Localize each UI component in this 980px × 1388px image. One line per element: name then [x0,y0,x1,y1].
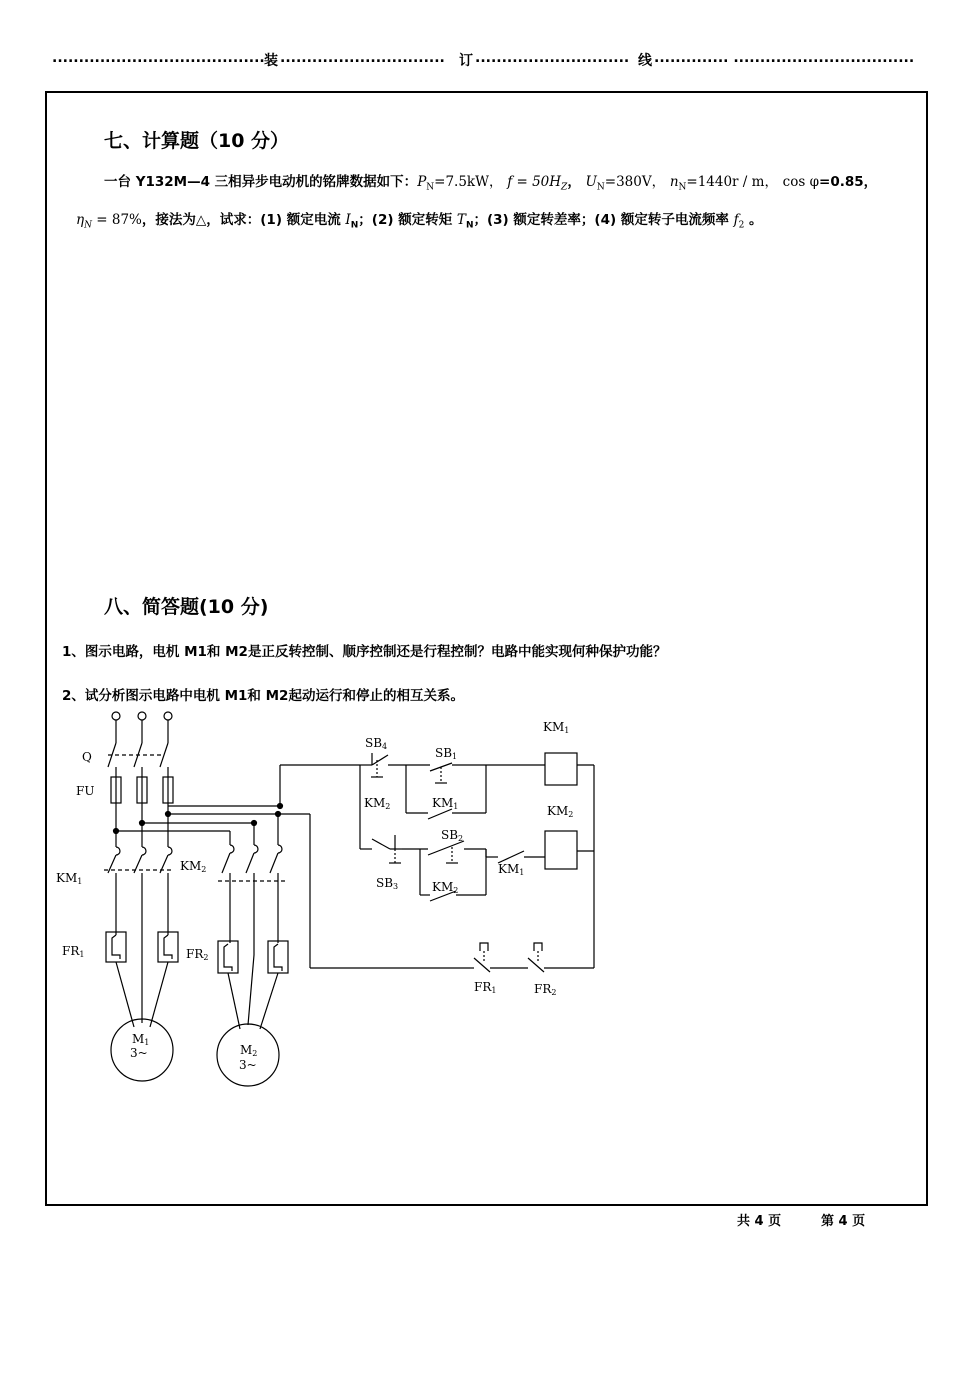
label-sb4: SB [365,736,383,750]
section-8-title: 八、简答题(10 分) [104,596,269,618]
svg-text:FR1 [62,944,84,959]
label-sub: 1 [453,802,459,811]
task-text-3: ；(3) 额定转差率；(4) 额定转子电流频率 [473,212,734,228]
pn-symbol: P [417,174,427,190]
label-fr1-main: FR [62,944,80,958]
binding-line [52,50,922,72]
label-q: Q [82,750,92,764]
eta-value: = 87% [91,212,142,228]
label-fr2-main: FR [186,947,204,961]
question-1: 1、图示电路，电机 M1和 M2是正反转控制、顺序控制还是行程控制？电路中能实现何种保护功能？ [62,644,667,660]
page-total: 共 4 页 [737,1214,782,1229]
svg-text:KM1 [432,796,458,811]
label-sub: 2 [203,953,209,962]
label-sub: 2 [453,886,459,895]
svg-text:SB2 [441,828,463,843]
un-sub: N [596,182,605,193]
task-text-1: ，接法为△，试求：(1) 额定电流 [141,212,346,228]
label-sub: 1 [564,726,570,735]
label-km1-hold: KM [432,796,454,810]
fr2-nc-contact [528,943,594,972]
km2-main-contacts [218,845,286,955]
label-sub: 2 [458,834,464,843]
tn-sub: N [465,220,474,231]
pn-value: =7.5kW， [434,174,503,190]
sb3-stop-button [389,835,402,863]
label-sub: 4 [382,742,388,751]
pn-sub: N [426,182,435,193]
svg-text:FR2 [534,982,556,997]
label-km2-interlock: KM [364,796,386,810]
svg-text:M2 [240,1043,257,1058]
cos-value: =0.85， [819,174,878,190]
label-sub: 1 [491,986,497,995]
label-sub: 2 [385,802,391,811]
svg-text:FR2 [186,947,208,962]
km1-coil [545,753,577,785]
label-fr2-ctrl: FR [534,982,552,996]
section-7-title: 七、计算题（10 分） [104,130,290,152]
q-switch [108,743,168,777]
km2-interlock-contact [360,839,390,849]
km1-main-contacts [104,847,172,950]
in-sub: N [350,220,359,231]
label-km1-coil: KM [543,720,565,734]
label-sub: 1 [77,877,83,886]
label-fu: FU [76,784,95,798]
binding-word-zhuang: 装 [264,53,278,69]
label-sub: 1 [144,1038,150,1047]
f-sub: Z [561,182,568,193]
label-sb1: SB [435,746,453,760]
label-km2-hold: KM [432,880,454,894]
intro-text: 一台 Y132M—4 三相异步电动机的铭牌数据如下： [104,174,418,190]
label-sub: 2 [551,988,557,997]
svg-text:SB1 [435,746,457,761]
label-sub: 1 [452,752,458,761]
svg-text:FR1 [474,980,496,995]
eta-symbol: η [76,212,85,228]
nn-value: =1440r / m， [686,174,778,190]
sb1-start-button [406,763,545,783]
circuit-diagram [50,705,610,1095]
section-7-line-1 [104,170,877,193]
binding-dots: ............................. [475,50,630,66]
binding-dots: ............................... [280,50,445,66]
label-m2-phase: 3~ [239,1058,257,1072]
label-sub: 2 [201,865,207,874]
terminal-l1 [112,712,120,720]
task-text-2: ；(2) 额定转矩 [358,212,457,228]
in-symbol: I [345,212,351,228]
binding-dots: .............. .................................. [654,50,915,66]
fuse-fu [111,777,173,803]
label-sub: 3 [393,882,399,891]
terminal-l3 [164,712,172,720]
fr1-nc-contact [470,943,528,972]
nn-sub: N [678,182,687,193]
label-sb3: SB [376,876,394,890]
binding-dots: ........................................ [52,50,265,66]
label-km1-seq: KM [498,862,520,876]
f-value: f = 50H [507,174,562,190]
sb2-start-button [428,841,486,863]
label-m1-phase: 3~ [130,1046,148,1060]
label-sb2: SB [441,828,459,842]
terminal-l2 [138,712,146,720]
tn-symbol: T [456,212,466,228]
label-sub: 1 [519,868,525,877]
binding-word-xian: 线 [638,53,652,69]
label-m1: M [132,1032,145,1046]
svg-text:KM1 [498,862,524,877]
section-7-line-2 [76,208,763,231]
label-km2-coil: KM [547,804,569,818]
svg-text:SB4 [365,736,387,751]
eta-sub: N [84,220,92,231]
svg-text:SB3 [376,876,398,891]
svg-text:KM1 [56,871,82,886]
label-sub: 2 [568,810,574,819]
label-m2: M [240,1043,253,1057]
svg-text:KM2 [432,880,458,895]
sb4-stop-button [360,753,406,777]
label-km2-main: KM [180,859,202,873]
separator: ， [567,174,581,190]
label-sub: 2 [252,1049,258,1058]
task-text-4: 。 [744,212,763,228]
svg-text:M1 [132,1032,149,1047]
f2-sub: 2 [738,220,745,231]
label-km1-main: KM [56,871,78,885]
cos-phi: cos φ [782,174,820,190]
svg-text:KM1 [543,720,569,735]
page-current: 第 4 页 [821,1214,866,1229]
svg-text:KM2 [547,804,573,819]
question-2: 2、试分析图示电路中电机 M1和 M2起动运行和停止的相互关系。 [62,688,464,704]
un-symbol: U [585,174,597,190]
svg-text:KM2 [180,859,206,874]
label-fr1-ctrl: FR [474,980,492,994]
km1-hold-contact [406,765,486,819]
binding-word-ding: 订 [459,53,473,69]
label-sub: 1 [79,950,85,959]
nn-symbol: n [669,174,679,190]
svg-text:KM2 [364,796,390,811]
f2-symbol: f [733,212,739,228]
un-value: =380V， [604,174,666,190]
km2-coil [545,831,577,869]
